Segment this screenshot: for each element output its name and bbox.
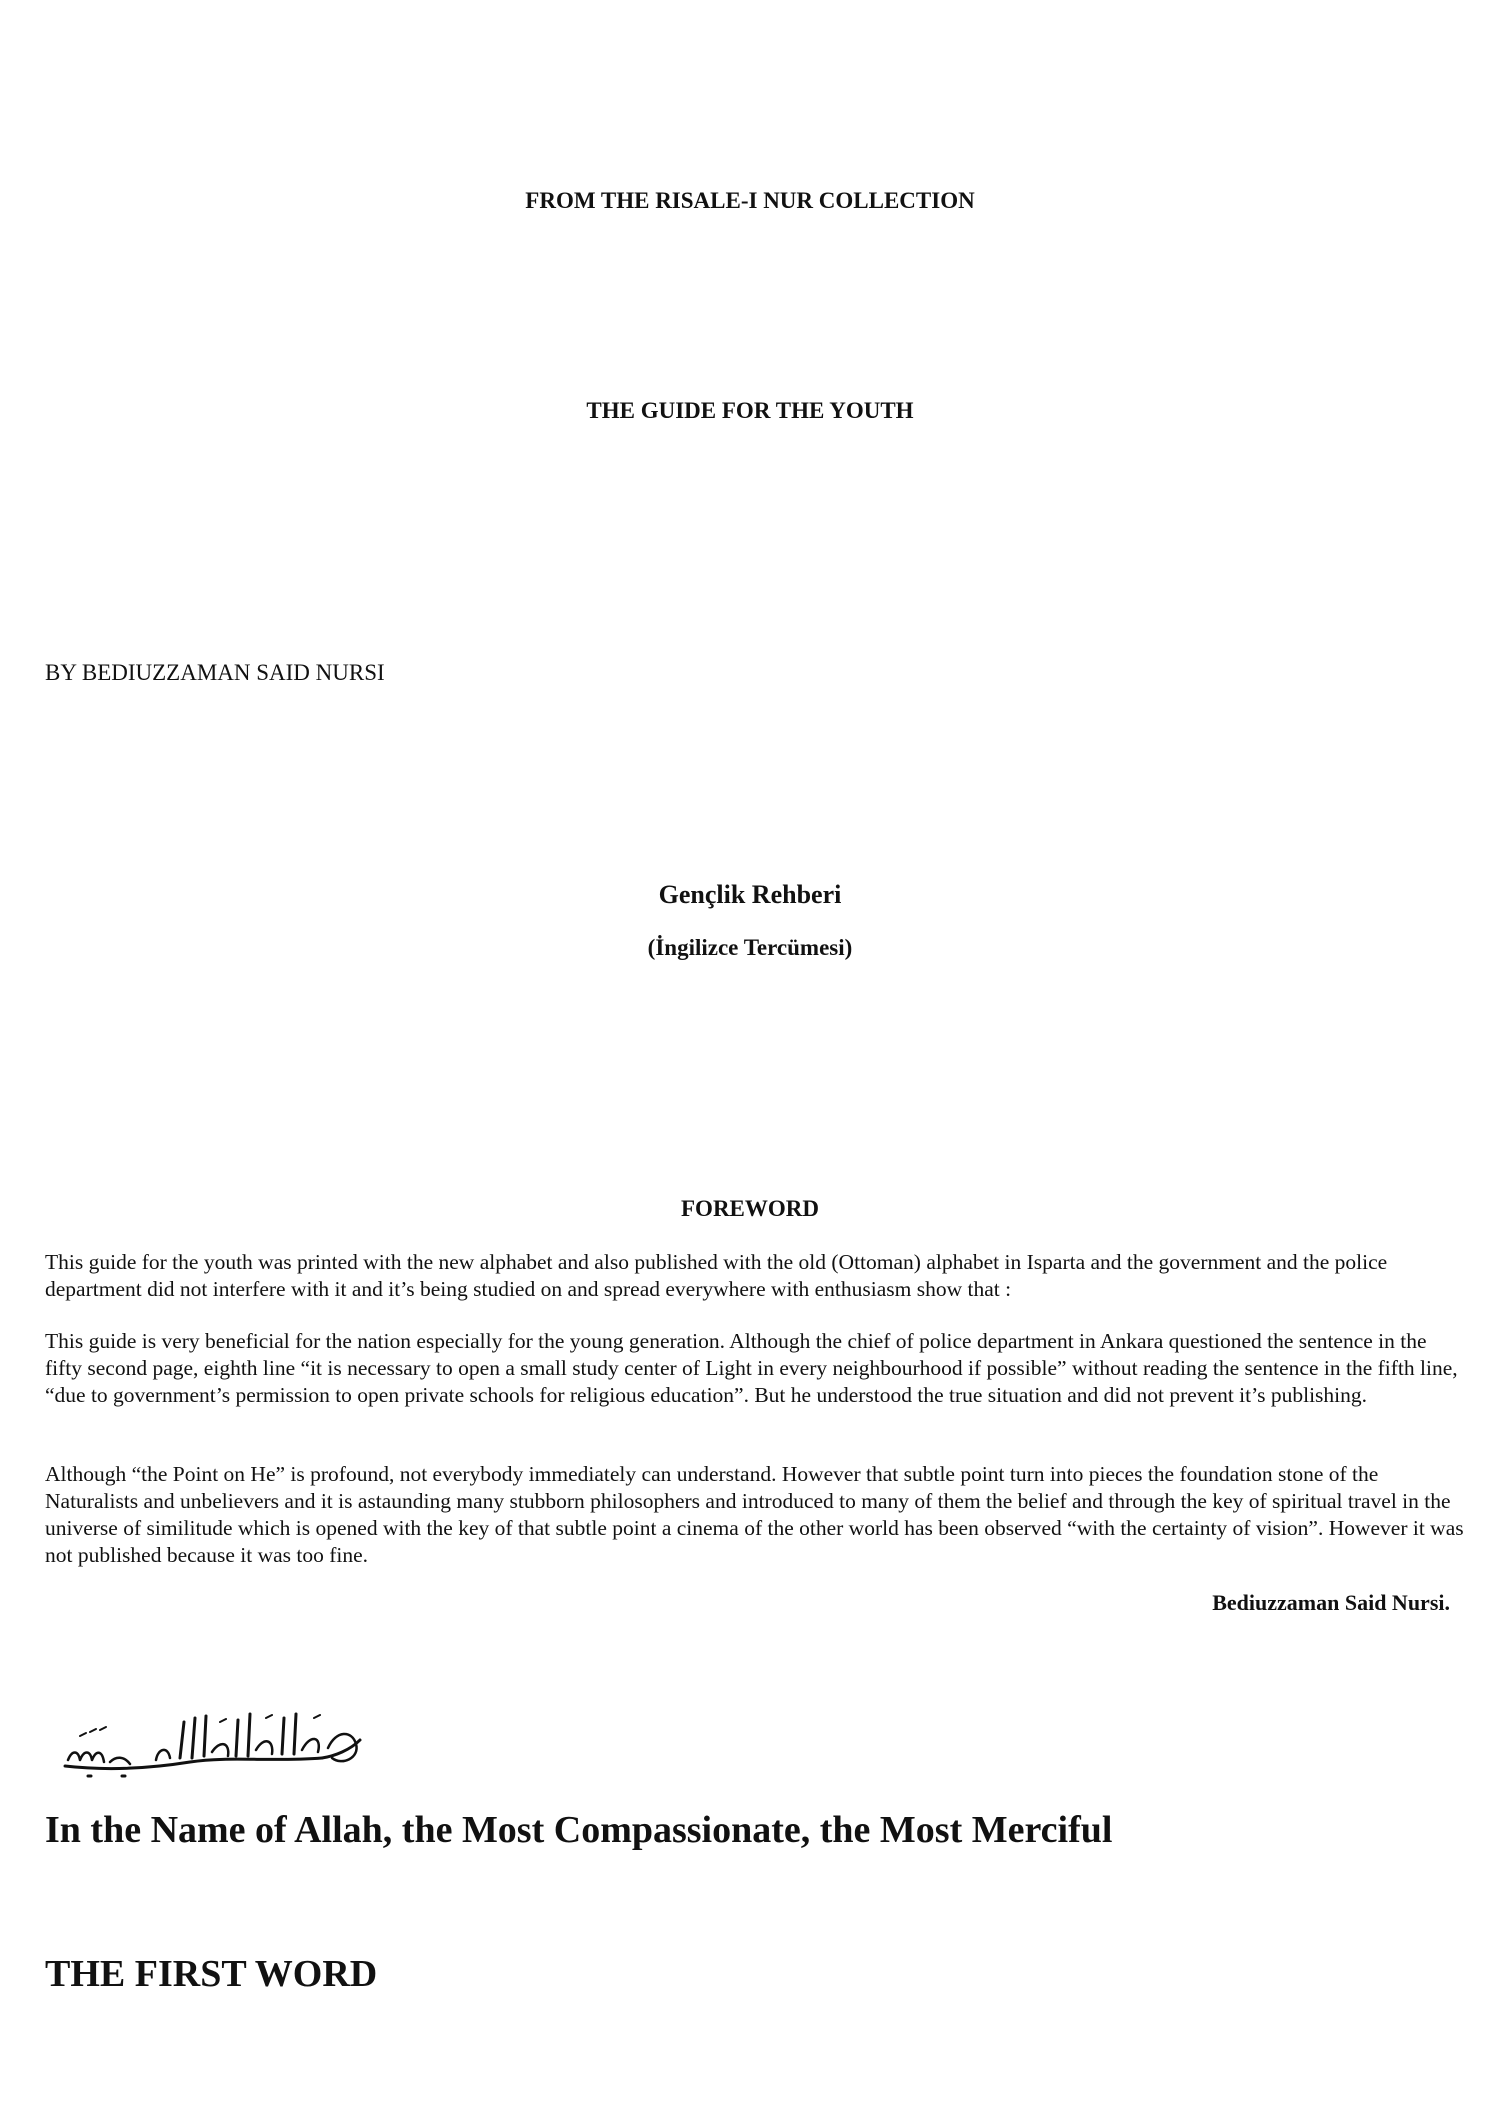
section-heading: THE FIRST WORD <box>45 1953 378 1995</box>
collection-heading: FROM THE RISALE-I NUR COLLECTION <box>525 188 975 213</box>
book-title: THE GUIDE FOR THE YOUTH <box>586 398 914 423</box>
foreword-paragraph-1: This guide for the youth was printed with the new alphabet and also published with the old (Ottoman) alphabet in Isparta and the government and the police department did not interfere with it and it’s being studied on and spread everywhere with enthusiasm show that : <box>45 1250 1388 1301</box>
foreword-paragraph-2: This guide is very beneficial for the nation especially for the young generation. Although the chief of police department in Ankara questioned the sentence in the fifty second page, eighth line “it is necessary to open a small study center of Light in every neighbourhood if possible” without reading the sentence in the fifth line, “due to government’s permission to open private schools for religious education”. But he understood the true situation and did not prevent it’s publishing. <box>45 1329 1458 1407</box>
author-line: BY BEDIUZZAMAN SAID NURSI <box>45 660 385 685</box>
foreword-heading: FOREWORD <box>681 1196 819 1221</box>
basmala-translation: In the Name of Allah, the Most Compassionate, the Most Merciful <box>45 1809 1113 1851</box>
turkish-title: Gençlik Rehberi <box>658 880 842 909</box>
basmala-calligraphy-icon <box>60 1700 380 1782</box>
foreword-signature: Bediuzzaman Said Nursi. <box>1212 1590 1450 1615</box>
foreword-paragraph-3: Although “the Point on He” is profound, not everybody immediately can understand. However that subtle point turn into pieces the foundation stone of the Naturalists and unbelievers and it is astaunding many stubborn philosophers and introduced to many of them the belief and through the key of spiritual travel in the universe of similitude which is opened with the key of that subtle point a cinema of the other world has been observed “with the certainty of vision”. However it was not published because it was too fine. <box>45 1462 1464 1567</box>
turkish-subtitle: (İngilizce Tercümesi) <box>647 935 853 960</box>
